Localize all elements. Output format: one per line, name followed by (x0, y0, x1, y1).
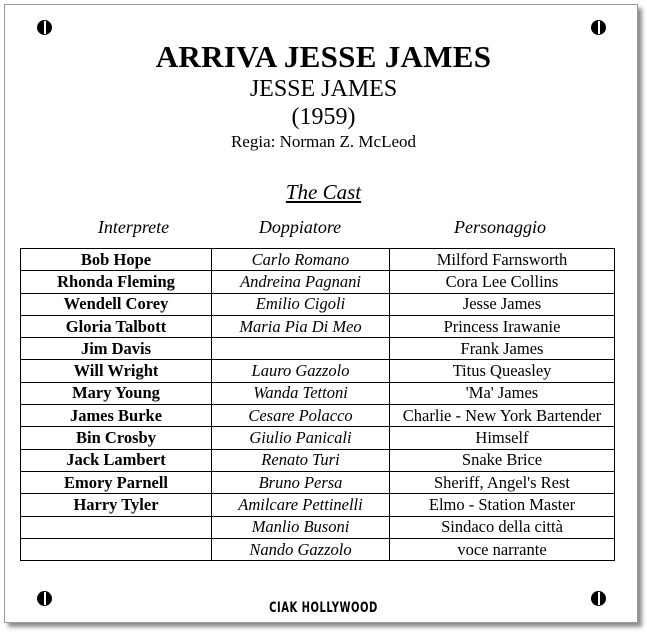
director-credit: Regia: Norman Z. McLeod (230, 132, 417, 151)
column-header-personaggio: Personaggio (454, 217, 546, 237)
screw-top-right-icon (591, 20, 606, 35)
dubber-cell: Giulio Panicali (212, 427, 390, 449)
table-row (21, 449, 615, 471)
table-row (21, 338, 615, 360)
cast-heading: The Cast (285, 180, 362, 204)
dubber-cell: Cesare Polacco (212, 405, 390, 427)
actor-cell: Gloria Talbott (21, 315, 212, 337)
role-cell: voce narrante (390, 538, 615, 560)
actor-cell: Jack Lambert (21, 449, 212, 471)
dubber-cell: Emilio Cigoli (212, 293, 390, 315)
dubber-cell: Maria Pia Di Meo (212, 315, 390, 337)
column-header-interprete: Interprete (97, 217, 170, 237)
role-cell: Sheriff, Angel's Rest (390, 471, 615, 493)
table-row (21, 293, 615, 315)
table-row (21, 494, 615, 516)
role-cell: Charlie - New York Bartender (390, 405, 615, 427)
role-cell: Elmo - Station Master (390, 494, 615, 516)
dubber-cell: Renato Turi (212, 449, 390, 471)
role-cell: Frank James (390, 338, 615, 360)
table-row (21, 427, 615, 449)
dubber-cell: Bruno Persa (212, 471, 390, 493)
ciak-hollywood-logo: CIAK HOLLYWOOD (269, 600, 378, 617)
role-cell: Snake Brice (390, 449, 615, 471)
column-header-doppiatore: Doppiatore (258, 217, 342, 237)
cast-table (20, 248, 615, 561)
actor-cell (21, 538, 212, 560)
actor-cell: Bin Crosby (21, 427, 212, 449)
dubber-cell: Amilcare Pettinelli (212, 494, 390, 516)
dubber-cell (212, 338, 390, 360)
actor-cell: James Burke (21, 405, 212, 427)
table-row (21, 360, 615, 382)
table-row (21, 516, 615, 538)
role-cell: Cora Lee Collins (390, 271, 615, 293)
dubber-cell: Andreina Pagnani (212, 271, 390, 293)
actor-cell: Jim Davis (21, 338, 212, 360)
dubber-cell: Nando Gazzolo (212, 538, 390, 560)
table-row (21, 405, 615, 427)
screw-top-left-icon (37, 20, 52, 35)
actor-cell: Rhonda Fleming (21, 271, 212, 293)
role-cell: Milford Farnsworth (390, 249, 615, 271)
actor-cell: Bob Hope (21, 249, 212, 271)
dubber-cell: Wanda Tettoni (212, 382, 390, 404)
actor-cell: Emory Parnell (21, 471, 212, 493)
original-title: JESSE JAMES (249, 76, 398, 102)
actor-cell: Mary Young (21, 382, 212, 404)
dubber-cell: Lauro Gazzolo (212, 360, 390, 382)
actor-cell: Will Wright (21, 360, 212, 382)
role-cell: Jesse James (390, 293, 615, 315)
actor-cell: Wendell Corey (21, 293, 212, 315)
role-cell: Himself (390, 427, 615, 449)
role-cell: Sindaco della città (390, 516, 615, 538)
role-cell: 'Ma' James (390, 382, 615, 404)
actor-cell (21, 516, 212, 538)
table-row (21, 271, 615, 293)
page-title: ARRIVA JESSE JAMES (155, 39, 492, 74)
actor-cell: Harry Tyler (21, 494, 212, 516)
role-cell: Princess Irawanie (390, 315, 615, 337)
role-cell: Titus Queasley (390, 360, 615, 382)
dubber-cell: Carlo Romano (212, 249, 390, 271)
table-row (21, 471, 615, 493)
table-row (21, 249, 615, 271)
table-row (21, 315, 615, 337)
dubber-cell: Manlio Busoni (212, 516, 390, 538)
table-row (21, 382, 615, 404)
release-year: (1959) (291, 104, 356, 130)
table-row (21, 538, 615, 560)
